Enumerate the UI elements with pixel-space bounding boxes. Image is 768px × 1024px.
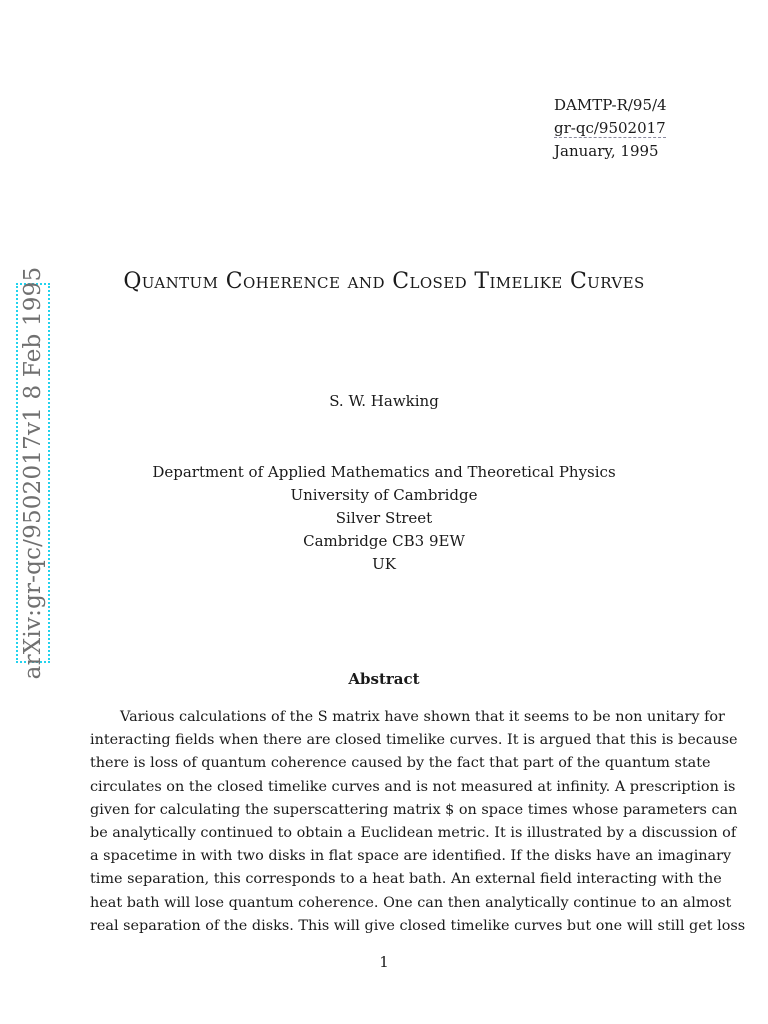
affiliation-line: UK	[372, 555, 396, 573]
arxiv-stamp-text: arXiv:gr-qc/9502017v1 8 Feb 1995	[20, 266, 46, 680]
abstract-line: interacting fields when there are closed timelike curves. It is argued that this is because	[90, 732, 738, 749]
abstract-line: Various calculations of the S matrix have shown that it seems to be non unitary for	[120, 709, 725, 725]
abstract-heading: Abstract	[348, 670, 420, 688]
abstract-line: real separation of the disks. This will give closed timelike curves but one will still get loss	[90, 917, 746, 934]
abstract-line: time separation, this corresponds to a heat bath. An external field interacting with the	[90, 871, 722, 888]
preprint-info	[554, 94, 667, 163]
abstract-line: given for calculating the superscattering matrix $ on space times whose parameters can	[90, 801, 738, 818]
affiliation-line: Silver Street	[335, 509, 433, 527]
abstract-line: a spacetime in with two disks in flat space are identified. If the disks have an imaginary	[90, 848, 732, 865]
author: S. W. Hawking	[329, 392, 439, 410]
publication-date: January, 1995	[554, 142, 659, 160]
report-number: DAMTP-R/95/4	[554, 96, 667, 114]
affiliation-line: Cambridge CB3 9EW	[303, 532, 465, 550]
paper-title: Quantum Coherence and Closed Timelike Curves	[123, 269, 645, 294]
affiliation-line: Department of Applied Mathematics and Theoretical Physics	[152, 463, 616, 481]
affiliation	[0, 461, 768, 576]
page-number: 1	[379, 953, 389, 971]
affiliation-line: University of Cambridge	[290, 486, 478, 504]
abstract-line: heat bath will lose quantum coherence. One can then analytically continue to an almost	[90, 894, 732, 911]
abstract-line: circulates on the closed timelike curves and is not measured at infinity. A prescription is	[90, 778, 736, 795]
arxiv-link[interactable]: gr-qc/9502017	[554, 119, 666, 137]
abstract-line: there is loss of quantum coherence caused by the fact that part of the quantum state	[90, 755, 711, 772]
abstract-line: be analytically continued to obtain a Euclidean metric. It is illustrated by a discussion of	[90, 825, 737, 842]
abstract-body	[90, 706, 746, 938]
